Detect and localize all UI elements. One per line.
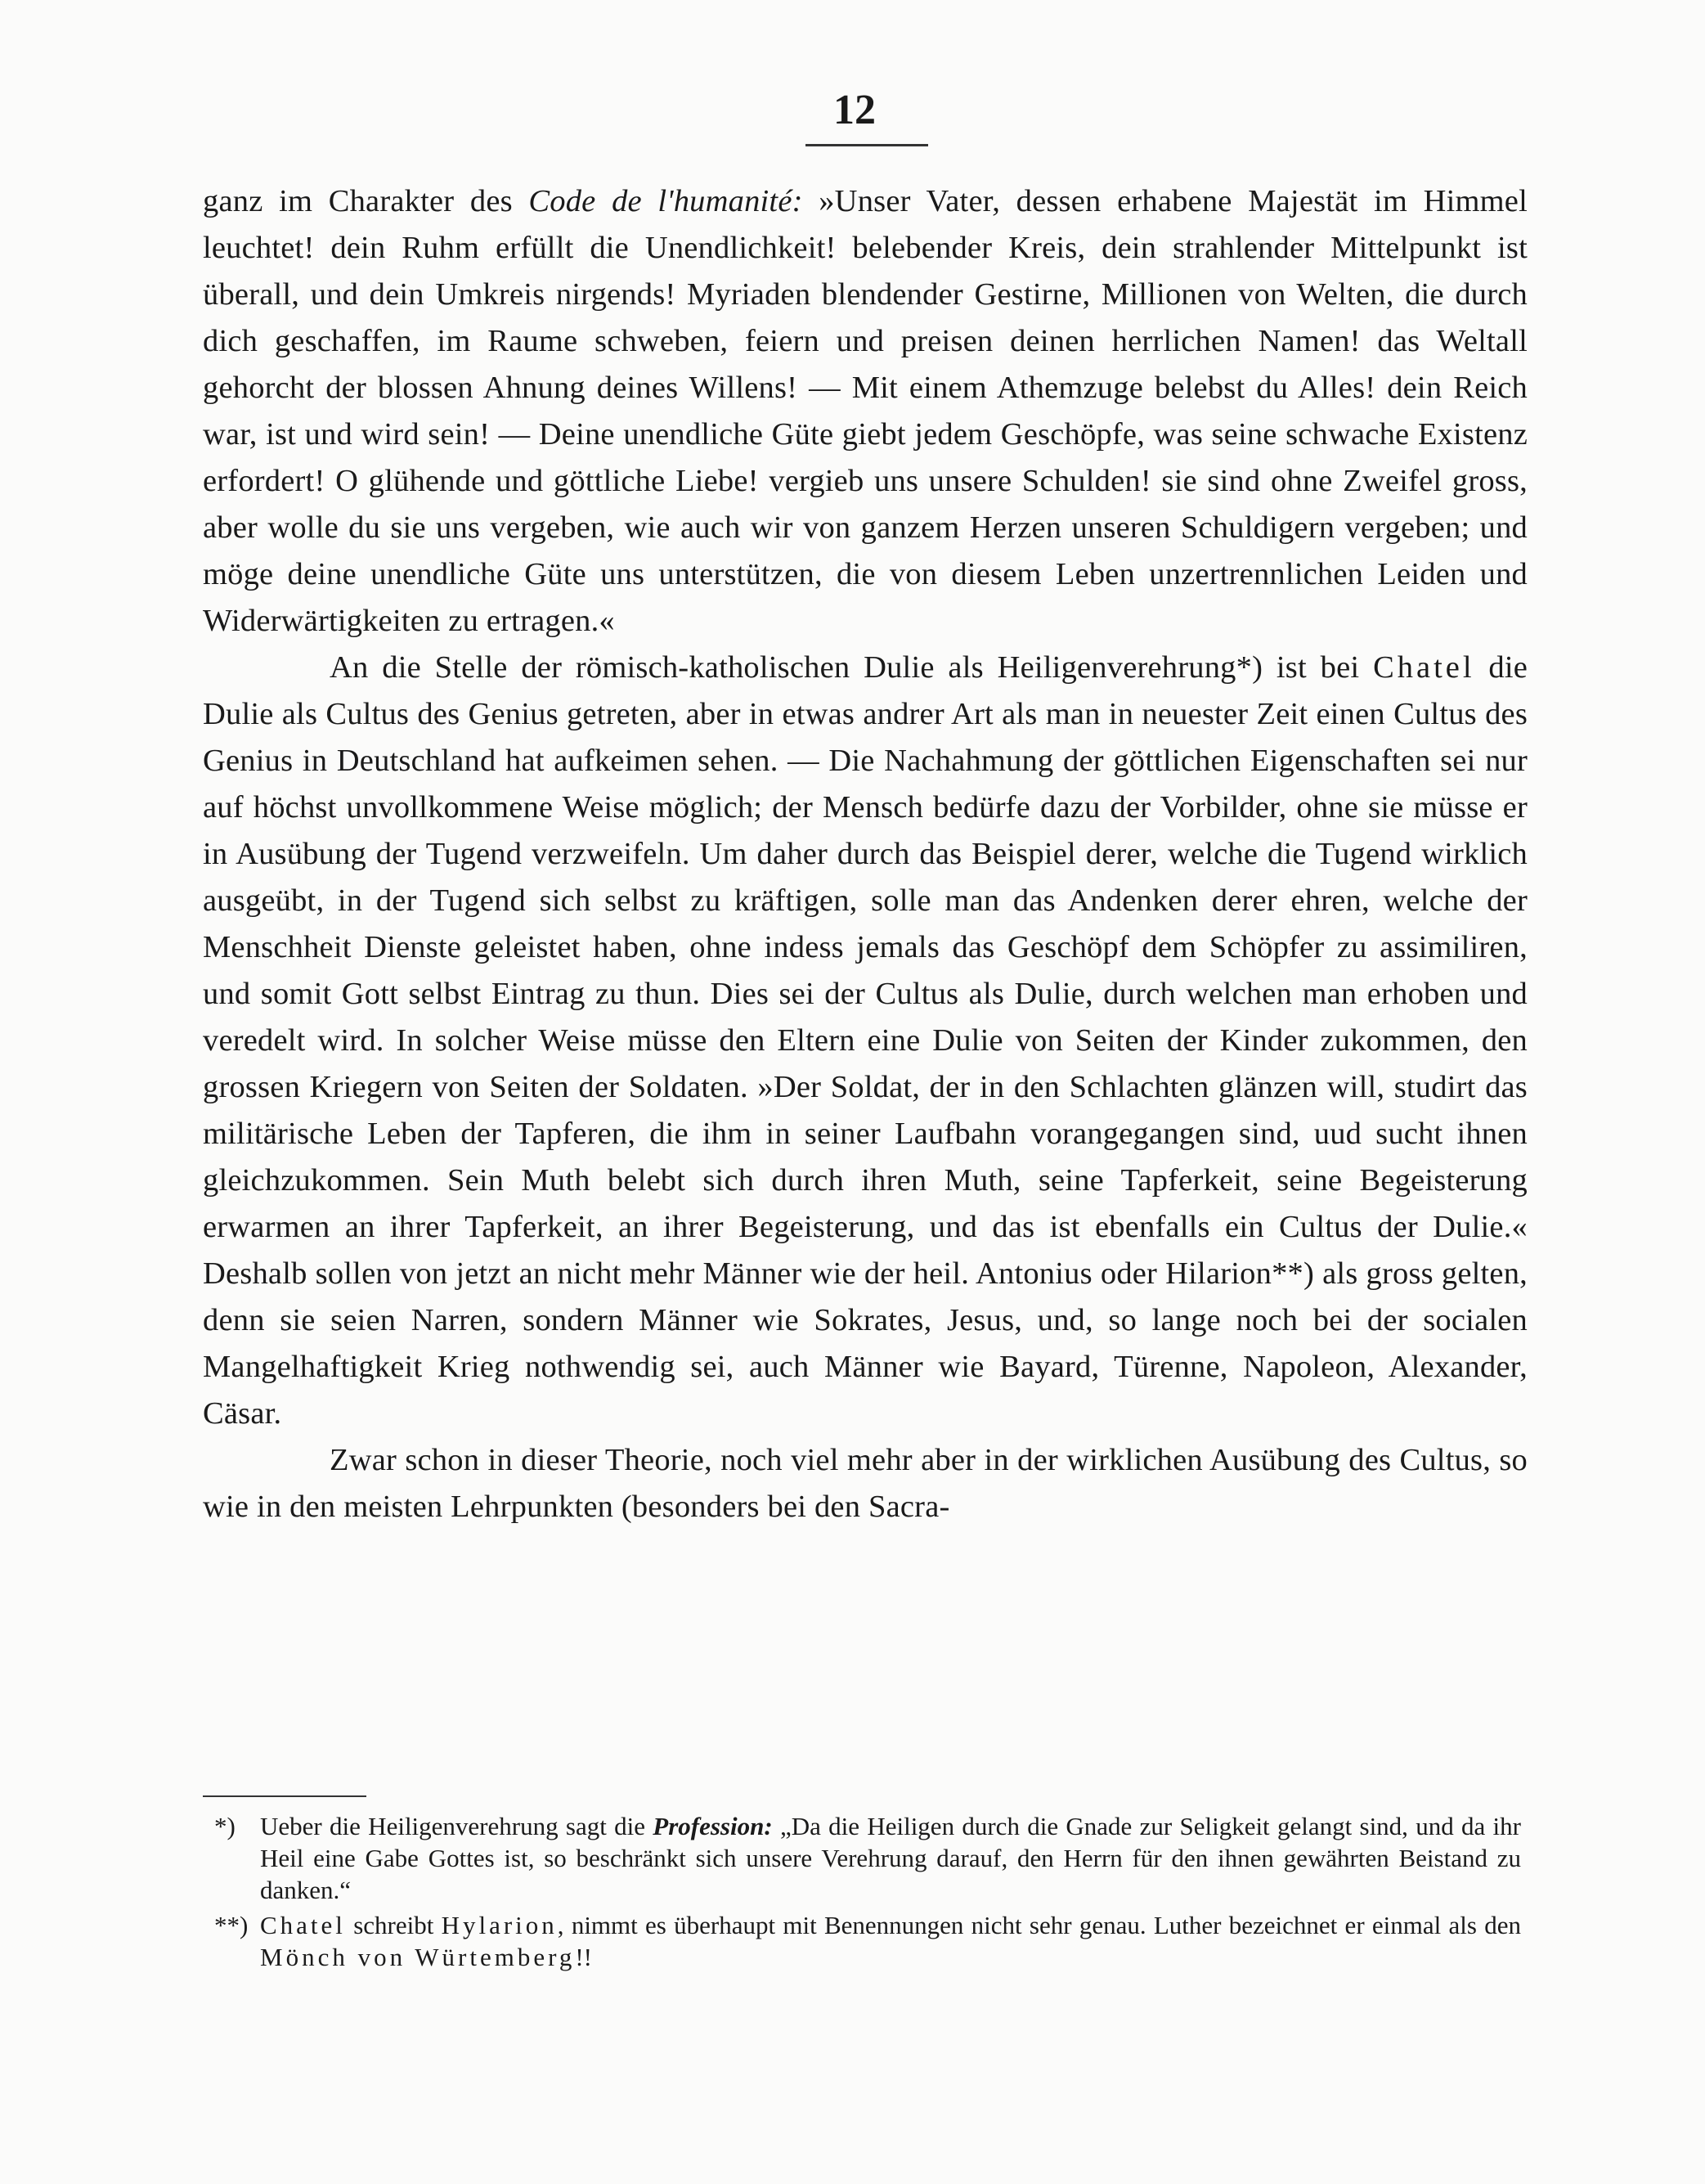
footnote-2-mark: **) bbox=[214, 1911, 249, 1939]
footnote-1-mark: *) bbox=[214, 1812, 236, 1840]
footnote-2-hylarion: Hylarion bbox=[441, 1911, 558, 1939]
paragraph-2-start: An die Stelle der römisch-katholischen Dulie als Heiligenverehrung*) ist bei bbox=[330, 650, 1374, 685]
footnote-2-text-b: , nimmt es überhaupt mit Benennungen nicht sehr genau. Luther bezeichnet er einmal als den bbox=[557, 1911, 1521, 1939]
book-title-code-de-lhumanite: Code de l'humanité: bbox=[528, 184, 803, 218]
footnote-2-text-c: !! bbox=[575, 1943, 593, 1971]
paragraph-1 bbox=[203, 178, 1528, 645]
footnote-1-profession: Profession: bbox=[653, 1812, 773, 1840]
footnote-1-quote: „Da die Heiligen durch die Gnade zur Seligkeit gelangt sind, und da ihr Heil eine Gabe Gottes ist, so beschränkt sich unsere Verehrung darauf, den Herrn für den ihnen gewährten Beistand zu danken.“ bbox=[260, 1812, 1521, 1904]
page-number-rule bbox=[805, 144, 928, 146]
paragraph-2-rest: die Dulie als Cultus des Genius getreten, aber in etwas andrer Art als man in neuester Zeit einen Cultus des Genius in Deutschland hat aufkeimen sehen. — Die Nachahmung der göttlichen Eigenschaften sei nur auf höchst unvollkommene Weise möglich; der Mensch bedürfe dazu der Vorbilder, ohne sie müsse er in Ausübung der Tugend verzweifeln. Um daher durch das Beispiel derer, welche die Tugend wirklich ausgeübt, in der Tugend sich selbst zu kräftigen, solle man das Andenken derer ehren, welche der Menschheit Dienste geleistet haben, ohne indess jemals das Geschöpf dem Schöpfer zu assimiliren, und somit Gott selbst Eintrag zu thun. Dies sei der Cultus als Dulie, durch welchen man erhoben und veredelt wird. In solcher Weise müsse den Eltern eine Dulie von Seiten der Kinder zukommen, den grossen Kriegern von Seiten der Soldaten. »Der Soldat, der in den Schlachten glänzen will, studirt das militärische Leben der Tapferen, die ihm in seiner Laufbahn vorangegangen sind, uud sucht ihnen gleichzukommen. Sein Muth belebt sich durch ihren Muth, seine Tapferkeit, seine Begeisterung erwarmen an ihrer Tapferkeit, an ihrer Begeisterung, und das ist ebenfalls ein Cultus der Dulie.« Deshalb sollen von jetzt an nicht mehr Männer wie der heil. Antonius oder Hilarion**) als gross gelten, denn sie seien Narren, sondern Männer wie Sokrates, Jesus, und, so lange noch bei der socialen Mangelhaftigkeit Krieg nothwendig sei, auch Männer wie Bayard, Türenne, Napoleon, Alexander, Cäsar. bbox=[203, 650, 1528, 1431]
footnote-2 bbox=[214, 1909, 1521, 1973]
footnote-2-moench: Mönch von Würtemberg bbox=[260, 1943, 576, 1971]
page-number: 12 bbox=[833, 87, 876, 133]
footnote-rule bbox=[203, 1795, 366, 1797]
main-text bbox=[203, 178, 1528, 1530]
footnote-1 bbox=[214, 1810, 1521, 1906]
paragraph-1-start: ganz im Charakter des bbox=[203, 184, 529, 218]
footnote-1-start: Ueber die Heiligenverehrung sagt die bbox=[260, 1812, 653, 1840]
footnote-2-text-a: schreibt bbox=[345, 1911, 442, 1939]
paragraph-3: Zwar schon in dieser Theorie, noch viel mehr aber in der wirklichen Ausübung des Cultus, so wie in den meisten Lehrpunkten (besonders bei den Sacra- bbox=[203, 1443, 1528, 1524]
footnote-2-chatel: Chatel bbox=[260, 1911, 346, 1939]
footnotes bbox=[214, 1810, 1521, 1976]
paragraph-2 bbox=[203, 645, 1528, 1437]
name-chatel: Chatel bbox=[1373, 650, 1475, 685]
paragraph-1-quote: »Unser Vater, dessen erhabene Majestät im Himmel leuchtet! dein Ruhm erfüllt die Unendlichkeit! belebender Kreis, dein strahlender Mittelpunkt ist überall, und dein Umkreis nirgends! Myriaden blendender Gestirne, Millionen von Welten, die durch dich geschaffen, im Raume schweben, feiern und preisen deinen herrlichen Namen! das Weltall gehorcht der blossen Ahnung deines Willens! — Mit einem Athemzuge belebst du Alles! dein Reich war, ist und wird sein! — Deine unendliche Güte giebt jedem Geschöpfe, was seine schwache Existenz erfordert! O glühende und göttliche Liebe! vergieb uns unsere Schulden! sie sind ohne Zweifel gross, aber wolle du sie uns vergeben, wie auch wir von ganzem Herzen unseren Schuldigern vergeben; und möge deine unendliche Güte uns unterstützen, die von diesem Leben unzertrennlichen Leiden und Widerwärtigkeiten zu ertragen.« bbox=[203, 184, 1528, 638]
